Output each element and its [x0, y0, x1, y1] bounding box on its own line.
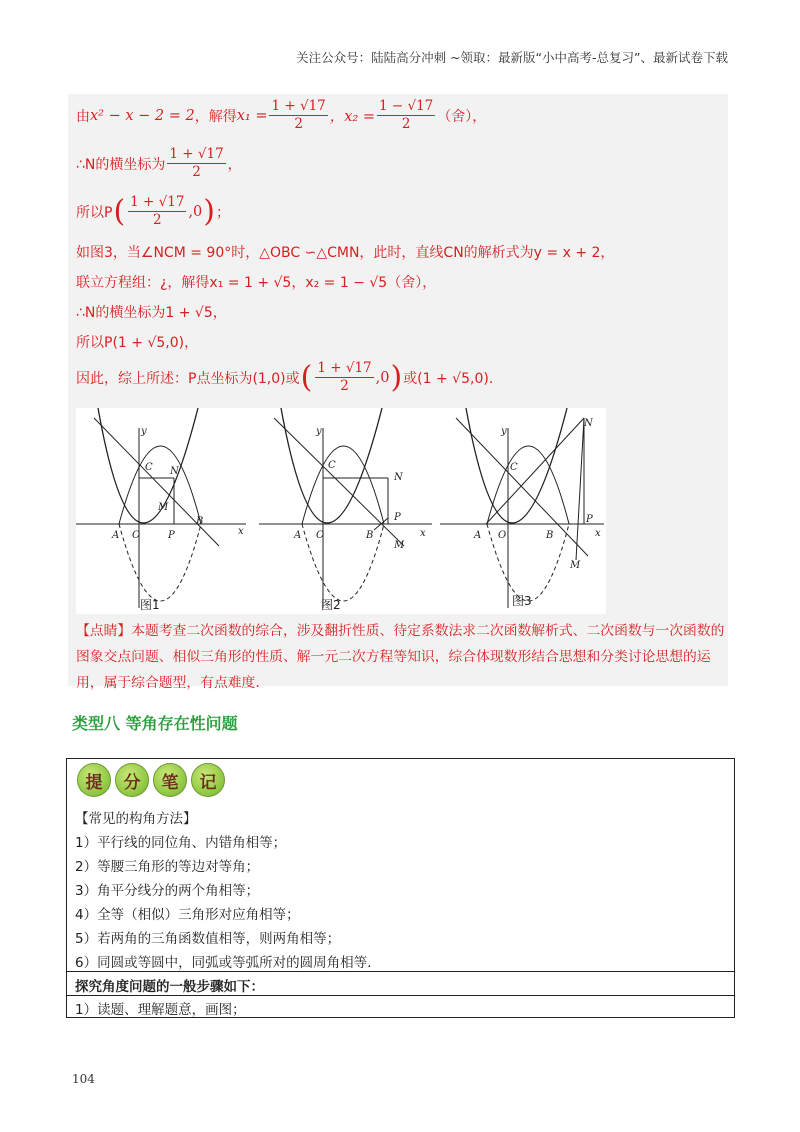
fig1-label-o: O — [132, 530, 141, 541]
comment-block — [76, 618, 726, 696]
comment-text: 本题考查二次函数的综合，涉及翻折性质、待定系数法求二次函数解析式、二次函数与一次函数的图象交点问题、相似三角形的性质、解一元二次方程等知识，综合体现数形结合思想和分类讨论思想的运用，属于综合题型，有点难度. — [76, 623, 725, 691]
badge-ji: 记 — [191, 763, 225, 797]
notes-item-4: 4）全等（相似）三角形对应角相等； — [75, 907, 300, 923]
fig3-label-y: y — [501, 426, 507, 437]
fig2-label-m: M — [394, 540, 405, 551]
fig1-label-x: x — [238, 526, 244, 537]
fig1-label-p: P — [168, 530, 175, 541]
notes-divider-2 — [67, 995, 734, 996]
notes-item-5: 5）若两角的三角函数值相等，则两角相等； — [75, 931, 341, 947]
fraction: $\frac{1 + √17}{2}$ — [130, 194, 185, 228]
fig1-label-a: A — [112, 530, 120, 541]
solution-line-4: 如图3，当∠NCM = 90°时，△OBC ∽△CMN，此时，直线CN的解析式为y = x + 2， — [76, 245, 615, 261]
fig2-label-p: P — [394, 512, 401, 523]
fig2-label-a: A — [294, 530, 302, 541]
fig2-label-b: B — [366, 530, 374, 541]
fig3-label-c: C — [510, 462, 518, 473]
fraction: $\frac{1 + √17}{2}$ — [169, 146, 224, 180]
parabola-figures — [76, 408, 606, 614]
badge-fen: 分 — [115, 763, 149, 797]
comment-tag: 【点睛】 — [76, 623, 132, 639]
fig2-label-c: C — [328, 460, 336, 471]
notes-step-1: 1）读题、理解题意，画图； — [75, 1002, 246, 1018]
fig3-label-o: O — [498, 530, 507, 541]
fig2-label-x: x — [420, 528, 426, 539]
section-title: 类型八 等角存在性问题 — [72, 714, 238, 733]
fig1-caption: 图1 — [140, 598, 160, 612]
fig2-label-n: N — [394, 472, 403, 483]
fig1-label-y: y — [141, 426, 147, 437]
fig1-label-n: N — [170, 466, 179, 477]
notes-item-1: 1）平行线的同位角、内错角相等； — [75, 835, 287, 851]
fig2-label-o: O — [316, 530, 325, 541]
fig1-label-b: B — [196, 516, 204, 527]
fig1-label-c: C — [145, 462, 153, 473]
page-number: 104 — [72, 1072, 95, 1086]
fig2-caption: 图2 — [321, 598, 341, 612]
notes-divider-1 — [67, 971, 734, 972]
notes-item-3: 3）角平分线分的两个角相等； — [75, 883, 260, 899]
notes-heading: 【常见的构角方法】 — [75, 811, 197, 827]
badge-bi: 笔 — [153, 763, 187, 797]
fig2-label-y: y — [316, 426, 322, 437]
badge-ti: 提 — [77, 763, 111, 797]
fig3-label-a: A — [474, 530, 482, 541]
fig3-label-p: P — [586, 514, 593, 525]
solution-line-2: ∴N的横坐标为 $\frac{1 + √17}{2}$ ， — [76, 146, 242, 180]
fraction: $\frac{1 + √17}{2}$ — [271, 98, 326, 132]
figures-background — [76, 408, 606, 614]
fig3-caption: 图3 — [512, 594, 532, 608]
fraction: $\frac{1 - √17}{2}$ — [379, 98, 434, 132]
notes-item-6: 6）同圆或等圆中，同弧或等弧所对的圆周角相等. — [75, 955, 372, 971]
notes-item-2: 2）等腰三角形的等边对等角； — [75, 859, 260, 875]
notes-step-heading: 探究角度问题的一般步骤如下： — [75, 979, 264, 995]
solution-line-7: 所以P(1 + √5,0)， — [76, 335, 199, 351]
fig3-label-b: B — [546, 530, 554, 541]
solution-line-8: 因此，综上所述：P点坐标为(1,0)或 ( $\frac{1 + √17}{2}$ ,0 ) 或(1 + √5,0). — [76, 359, 494, 395]
fraction: $\frac{1 + √17}{2}$ — [317, 360, 372, 394]
notes-box — [66, 758, 735, 1018]
solution-line-3: 所以P ( $\frac{1 + √17}{2}$ ,0 ) ； — [76, 193, 230, 229]
solution-line-5: 联立方程组：¿，解得x₁ = 1 + √5，x₂ = 1 − √5（舍）， — [76, 275, 437, 291]
solution-line-1: 由 x² − x − 2 = 2 ，解得 x₁ = $\frac{1 + √17}{2}$ ，x₂ = $\frac{1 - √17}{2}$ （舍）， — [76, 98, 487, 132]
fig1-label-m: M — [158, 502, 169, 513]
page-header: 关注公众号：陆陆高分冲刺 ~领取：最新版“小中高考-总复习”、最新试卷下载 — [296, 50, 728, 65]
notes-badges — [77, 763, 225, 797]
fig3-label-m: M — [570, 560, 581, 571]
solution-line-6: ∴N的横坐标为1 + √5， — [76, 305, 227, 321]
fig3-label-n: N — [584, 418, 593, 429]
fig3-label-x: x — [595, 528, 601, 539]
